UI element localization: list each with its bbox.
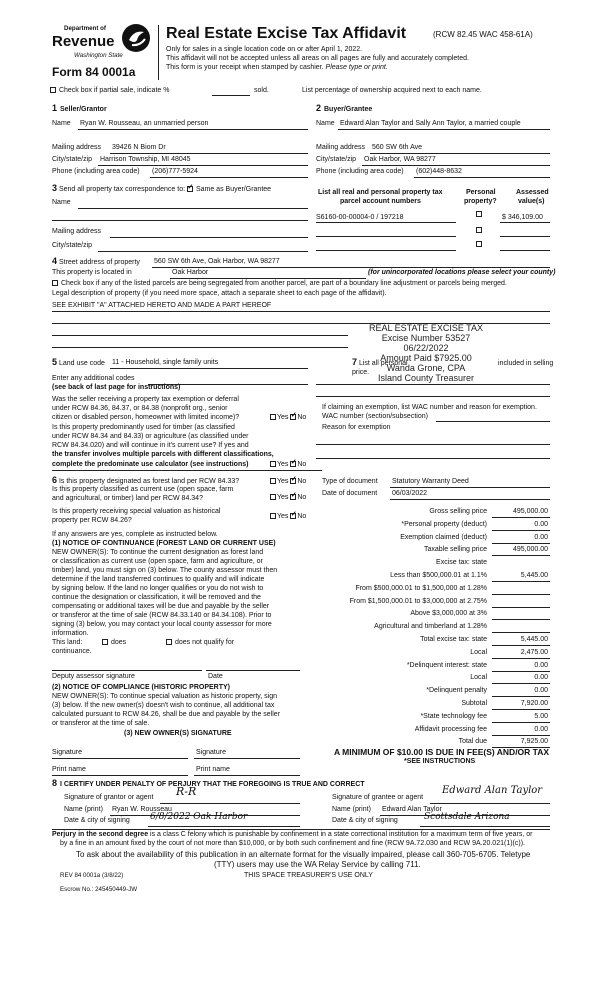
tax-row-value[interactable]: 7,920.00 (520, 700, 548, 707)
compliance-line-3: calculated pursuant to RCW 84.26, shall be due and payable by the seller (52, 711, 281, 718)
new-owner-signature-heading: (3) NEW OWNER(S) SIGNATURE (124, 730, 232, 737)
legal-description[interactable]: SEE EXHIBIT "A" ATTACHED HERETO AND MADE A PART HEREOF (52, 302, 272, 309)
tax-row-line (492, 632, 550, 633)
grantee-date-city[interactable]: Scottsdale Arizona (424, 812, 510, 822)
tax-row-line (492, 683, 550, 684)
grantee-signature[interactable]: Edward Alan Taylor (442, 785, 543, 796)
timber-yes-no[interactable]: Yes ✓ No (270, 461, 306, 468)
doc-type[interactable]: Statutory Warranty Deed (392, 478, 469, 485)
notice-line-7: compensating or additional taxes will be due and payable by the seller (52, 603, 270, 610)
parcels-col3b: value(s) (518, 198, 545, 205)
same-as-buyer-checkbox[interactable] (187, 186, 193, 192)
tax-row-line (492, 543, 550, 544)
grantor-date-city[interactable]: 6/8/2022 Oak Harbor (150, 812, 248, 822)
historic-q-b: property per RCW 84.26? (52, 517, 132, 524)
tax-row-label: Gross selling price (429, 508, 487, 515)
subtitle-3: This form is your receipt when stamped by cashier. Please type or print. (166, 64, 388, 71)
deputy-sig-label: Deputy assessor signature (52, 673, 135, 680)
seller-phone[interactable]: (206)777-5924 (152, 168, 198, 175)
assessed-value[interactable]: $ 346,109.00 (502, 214, 543, 221)
if-any-yes: If any answers are yes, complete as instructed below. (52, 531, 218, 538)
current-use-yes-no[interactable]: Yes ✓ No (270, 494, 306, 501)
buyer-num: 2 (316, 103, 322, 113)
compliance-line-2: (3) below. If the new owner(s) doesn't wish to continue, all additional tax (52, 702, 275, 709)
doc-date[interactable]: 06/03/2022 (392, 490, 428, 497)
subtitle-1: Only for sales in a single location code on or after April 1, 2022. (166, 46, 363, 53)
personal-prop-checkbox-2[interactable] (476, 227, 483, 234)
timber-q-e: complete the predominate use calculator (see instructions) (52, 461, 249, 468)
minimum-due: A MINIMUM OF $10.00 IS DUE IN FEE(S) AND/OR TAX (334, 747, 550, 757)
tax-row-label: From $1,500,000.01 to $3,000,000 at 2.75% (349, 597, 487, 605)
tax-row-value[interactable]: 0.00 (534, 520, 548, 528)
tax-row-value[interactable]: 0.00 (534, 725, 548, 733)
tax-row-line (492, 709, 550, 710)
forest-yes-no[interactable]: Yes ✓ No (270, 478, 306, 485)
doc-type-label: Type of document (322, 478, 378, 485)
dept-line1: Department of (64, 25, 106, 32)
parcels-col1b: parcel account numbers (340, 198, 421, 205)
escrow-number: Escrow No.: 245450449-JW (60, 886, 138, 893)
grantee-date-label: Date & city of signing (332, 817, 398, 824)
tax-row-value[interactable]: 2,475.00 (520, 648, 548, 656)
grantor-signature[interactable]: R-R (176, 785, 197, 798)
land-use-code[interactable]: 11 - Household, single family units (112, 359, 219, 366)
form-title: Real Estate Excise Tax Affidavit (166, 25, 407, 42)
form-citation: (RCW 82.45 WAC 458-61A) (433, 30, 533, 39)
tax-row-value[interactable]: 0.00 (534, 533, 548, 541)
alt-format-line-2: (TTY) users may use the WA Relay Service by calling 711. (214, 860, 421, 869)
tax-row-line (492, 658, 550, 659)
grantor-sig-label: Signature of grantor or agent (64, 794, 154, 801)
codes-label-a: Enter any additional codes (52, 375, 135, 382)
tax-row-value[interactable]: 495,000.00 (512, 508, 548, 515)
grantee-sig-label: Signature of grantee or agent (332, 794, 424, 801)
segregated-checkbox[interactable] (52, 280, 58, 286)
owner-sig-label-1: Signature (52, 749, 82, 756)
tax-row-label: *Delinquent penalty (426, 687, 487, 695)
tax-row-line (492, 671, 550, 672)
tax-row-line (492, 530, 550, 531)
notice-line-5: by signing below. If the land no longer qualifies or you do not wish to (52, 585, 264, 592)
tax-row-line (492, 696, 550, 697)
reason-label: Reason for exemption (322, 424, 391, 431)
grantor-date-label: Date & city of signing (64, 817, 130, 824)
revision-number: REV 84 0001a (3/8/22) (60, 872, 124, 879)
tax-row-label: Total due (458, 738, 487, 746)
grantor-name-label: Name (print) (64, 806, 103, 813)
buyer-mail[interactable]: 560 SW 6th Ave (372, 144, 423, 151)
does-not-qualify-checkbox[interactable]: does not qualify for (166, 639, 234, 646)
tax-row-line (492, 581, 550, 582)
section7-label: 7 List all personal (352, 357, 408, 367)
exemption-claim-label: If claiming an exemption, list WAC number and reason for exemption. (322, 404, 537, 411)
this-land-label: This land: (52, 639, 83, 646)
current-use-q-a: Is this property classified as current use (open space, farm (52, 486, 234, 493)
notice-line-8: or transferor at the time of sale (RCW 84.33.140 or 84.34.108). Prior to (52, 612, 272, 619)
street-row: 4 Street address of property (52, 256, 140, 266)
tax-row-label: *State technology fee (420, 712, 487, 720)
buyer-phone-label: Phone (including area code) (316, 168, 404, 175)
tax-row-line (492, 607, 550, 608)
parcels-col2a: Personal (466, 189, 496, 196)
tax-row-label: Above $3,000,000 at 3% (410, 610, 487, 618)
tax-row-label: Local (470, 648, 487, 656)
notice-line-3: timber) land, you must sign on (3) below. The county assessor must then (52, 567, 278, 574)
grantee-name[interactable]: Edward Alan Taylor (382, 806, 442, 813)
historic-q-a: Is this property receiving special valuation as historical (52, 508, 221, 515)
notice-continuance: (1) NOTICE OF CONTINUANCE (FOREST LAND OR CURRENT USE) (52, 540, 276, 547)
notice-line-6: continue the designation or classification, it will be removed and the (52, 594, 261, 601)
owner-print-label-1: Print name (52, 766, 86, 773)
tax-row-label: Exemption claimed (deduct) (400, 533, 487, 541)
property-street[interactable]: 560 SW 6th Ave, Oak Harbor, WA 98277 (154, 258, 280, 265)
corr-city-label: City/state/zip (52, 242, 93, 249)
parcels-col1a: List all real and personal property tax (318, 189, 443, 196)
tax-row-value[interactable]: 495,000.00 (512, 546, 548, 554)
ownership-note: List percentage of ownership acquired next to each name. (302, 87, 482, 94)
tax-row-label: Taxable selling price (423, 546, 487, 554)
alt-format-line-1: To ask about the availability of this publication in an alternate format for the visually impaired, please call 360-705-6705. Teletype (76, 850, 531, 859)
dept-line2: Revenue (52, 33, 115, 50)
land-use-row: 5 Land use code (52, 357, 105, 367)
see-instructions: *SEE INSTRUCTIONS (404, 758, 476, 765)
correspondence-row: 3 Send all property tax correspondence to: ✓ Same as Buyer/Grantee (52, 184, 271, 193)
seller-name[interactable]: Ryan W. Rousseau, an unmarried person (80, 120, 209, 127)
partial-sale-checkbox[interactable] (50, 87, 56, 93)
corr-name-label: Name (52, 199, 71, 206)
tax-row-label: Less than $500,000.01 at 1.1% (390, 572, 487, 579)
does-checkbox[interactable]: does (102, 639, 126, 646)
exemption-yes-no[interactable]: Yes ✓ No (270, 414, 306, 421)
seller-name-label: Name (52, 120, 71, 127)
tax-row-label: Total excise tax: state (420, 636, 487, 643)
notice-line-4: determine if the land transferred continues to qualify and will indicate (52, 576, 265, 583)
treasurer-stamp: REAL ESTATE EXCISE TAX Excise Number 53527 06/22/2022 Amount Paid $7925.00 Wanda Grone, CPA Island County Treasurer (368, 323, 484, 384)
section8-num: 8 (52, 778, 58, 788)
corr-mail-label: Mailing address (52, 228, 102, 235)
dept-line3: Washington State (74, 52, 123, 59)
tax-row-line (492, 619, 550, 620)
wac-label: WAC number (section/subsection) (322, 413, 428, 420)
exemption-q-c: citizen or disabled person, homeowner with limited income)? (52, 414, 240, 421)
segregated-row: Check box if any of the listed parcels are being segregated from another parcel, are part of a boundary line adjustment or parcels being merged. (52, 280, 507, 287)
buyer-mail-label: Mailing address (316, 144, 366, 151)
property-location[interactable]: Oak Harbor (172, 269, 209, 276)
parcel-number[interactable]: S6160-00-00004-0 / 197218 (316, 214, 404, 221)
seller-heading: Seller/Grantor (60, 106, 107, 113)
tax-row-value[interactable]: 0.00 (534, 687, 548, 695)
personal-prop-checkbox-1[interactable] (476, 211, 483, 218)
tax-row-line (492, 555, 550, 556)
exemption-q-a: Was the seller receiving a property tax exemption or deferral (52, 396, 239, 403)
compliance-line-1: NEW OWNER(S): To continue special valuation as historic property, sign (52, 693, 277, 700)
tax-row-label: *Personal property (deduct) (401, 520, 487, 528)
tax-row-line (492, 645, 550, 646)
timber-q-c: RCW 84.34.020) and will continue in it's current use? If yes and (52, 442, 249, 449)
tax-row-line (492, 735, 550, 736)
notice-line-9: signing (3) below, you may contact your local county assessor for more (52, 621, 272, 628)
buyer-city-label: City/state/zip (316, 156, 357, 163)
tax-row-label: Excise tax: state (436, 559, 487, 567)
buyer-city[interactable]: Oak Harbor, WA 98277 (364, 156, 436, 163)
compliance-line-4: or transferor at the time of sale. (52, 720, 150, 727)
tax-row-label: *Delinquent interest: state (406, 661, 487, 669)
seller-mail-label: Mailing address (52, 144, 102, 151)
seller-mail[interactable]: 39426 N Biom Dr (112, 144, 166, 151)
seller-num: 1 (52, 103, 58, 113)
buyer-phone[interactable]: (602)448-8632 (416, 168, 462, 175)
doc-date-label: Date of document (322, 490, 378, 497)
timber-q-d: the transfer involves multiple parcels with different classifications, (52, 451, 274, 458)
tax-row-label: Affidavit processing fee (414, 725, 487, 733)
notice-line-10: information. (52, 630, 89, 637)
tax-row-label: Agricultural and timberland at 1.28% (374, 623, 487, 631)
revenue-logo-icon (120, 22, 152, 54)
buyer-heading: Buyer/Grantee (324, 106, 373, 113)
legal-label: Legal description of property (if you need more space, attach a separate sheet to each page of the affidavit). (52, 290, 387, 297)
tax-row-line (492, 594, 550, 595)
continuance-label: continuance. (52, 648, 92, 655)
parcels-col2b: property? (464, 198, 497, 205)
deputy-date-label: Date (208, 673, 223, 680)
seller-phone-label: Phone (including area code) (52, 168, 140, 175)
form-number: Form 84 0001a (52, 65, 136, 79)
tax-row-value[interactable]: 0.00 (534, 661, 548, 669)
seller-city[interactable]: Harrison Township, MI 48045 (100, 156, 191, 163)
current-use-q-b: and agricultural, or timber) land per RCW 84.34? (52, 495, 203, 502)
partial-sold-label: sold. (254, 87, 269, 94)
partial-sale-row: Check box if partial sale, indicate % (50, 87, 169, 94)
tax-row-value[interactable]: 5,445.00 (520, 636, 548, 643)
tax-row-label: From $500,000.01 to $1,500,000 at 1.28% (355, 584, 487, 592)
personal-prop-checkbox-3[interactable] (476, 241, 483, 248)
tax-row-label: Subtotal (461, 700, 487, 707)
notice-compliance: (2) NOTICE OF COMPLIANCE (HISTORIC PROPERTY) (52, 684, 230, 691)
section7-included: included in selling (498, 360, 554, 367)
buyer-name-label: Name (316, 120, 335, 127)
owner-sig-label-2: Signature (196, 749, 226, 756)
exemption-q-b: under RCW 84.36, 84.37, or 84.38 (nonprofit org., senior (52, 405, 228, 412)
historic-yes-no[interactable]: Yes ✓ No (270, 513, 306, 520)
notice-line-1: NEW OWNER(S): To continue the current designation as forest land (52, 549, 264, 556)
certify-statement: I CERTIFY UNDER PENALTY OF PERJURY THAT THE FOREGOING IS TRUE AND CORRECT (60, 781, 365, 788)
timber-q-a: Is this property predominantly used for timber (as classified (52, 424, 235, 431)
forest-q: 6 Is this property designated as forest land per RCW 84.33? (52, 475, 240, 485)
grantor-name[interactable]: Ryan W. Rousseau (112, 806, 172, 813)
buyer-name[interactable]: Edward Alan Taylor and Sally Ann Taylor, a married couple (340, 120, 521, 127)
treasurer-use-only: THIS SPACE TREASURER'S USE ONLY (244, 872, 373, 879)
tax-row-value[interactable]: 0.00 (534, 674, 548, 682)
parcels-col3a: Assessed (516, 189, 549, 196)
perjury-line-1: Perjury in the second degree is a class C felony which is punishable by confinement in a state correctional institution for a maximum term of five years, or (52, 831, 533, 838)
notice-line-2: or classification as current use (open space, farm and agriculture, or (52, 558, 263, 565)
tax-row-line (492, 722, 550, 723)
timber-q-b: under RCW 84.34 and 84.33) or agriculture (as classified under (52, 433, 249, 440)
location-label: This property is located in (52, 269, 132, 276)
perjury-line-2: by a fine in an amount fixed by the court of not more than $10,000, or by both such confinement and fine (RCW 9A.72.030 and RCW 9A.20.021(1)(c)). (60, 840, 525, 847)
owner-print-label-2: Print name (196, 766, 230, 773)
tax-row-value[interactable]: 7,925.00 (520, 738, 548, 746)
subtitle-2: This affidavit will not be accepted unless all areas on all pages are fully and accurately completed. (166, 55, 469, 62)
tax-row-value[interactable]: 5,445.00 (520, 572, 548, 579)
location-note: (for unincorporated locations please select your county) (368, 269, 556, 276)
section7-price-label: price. (352, 369, 370, 376)
seller-city-label: City/state/zip (52, 156, 93, 163)
codes-label-b: (see back of last page for instructions) (52, 384, 181, 391)
tax-row-value[interactable]: 5.00 (534, 712, 548, 720)
tax-row-line (492, 517, 550, 518)
grantee-name-label: Name (print) (332, 806, 371, 813)
tax-row-label: Local (470, 674, 487, 682)
